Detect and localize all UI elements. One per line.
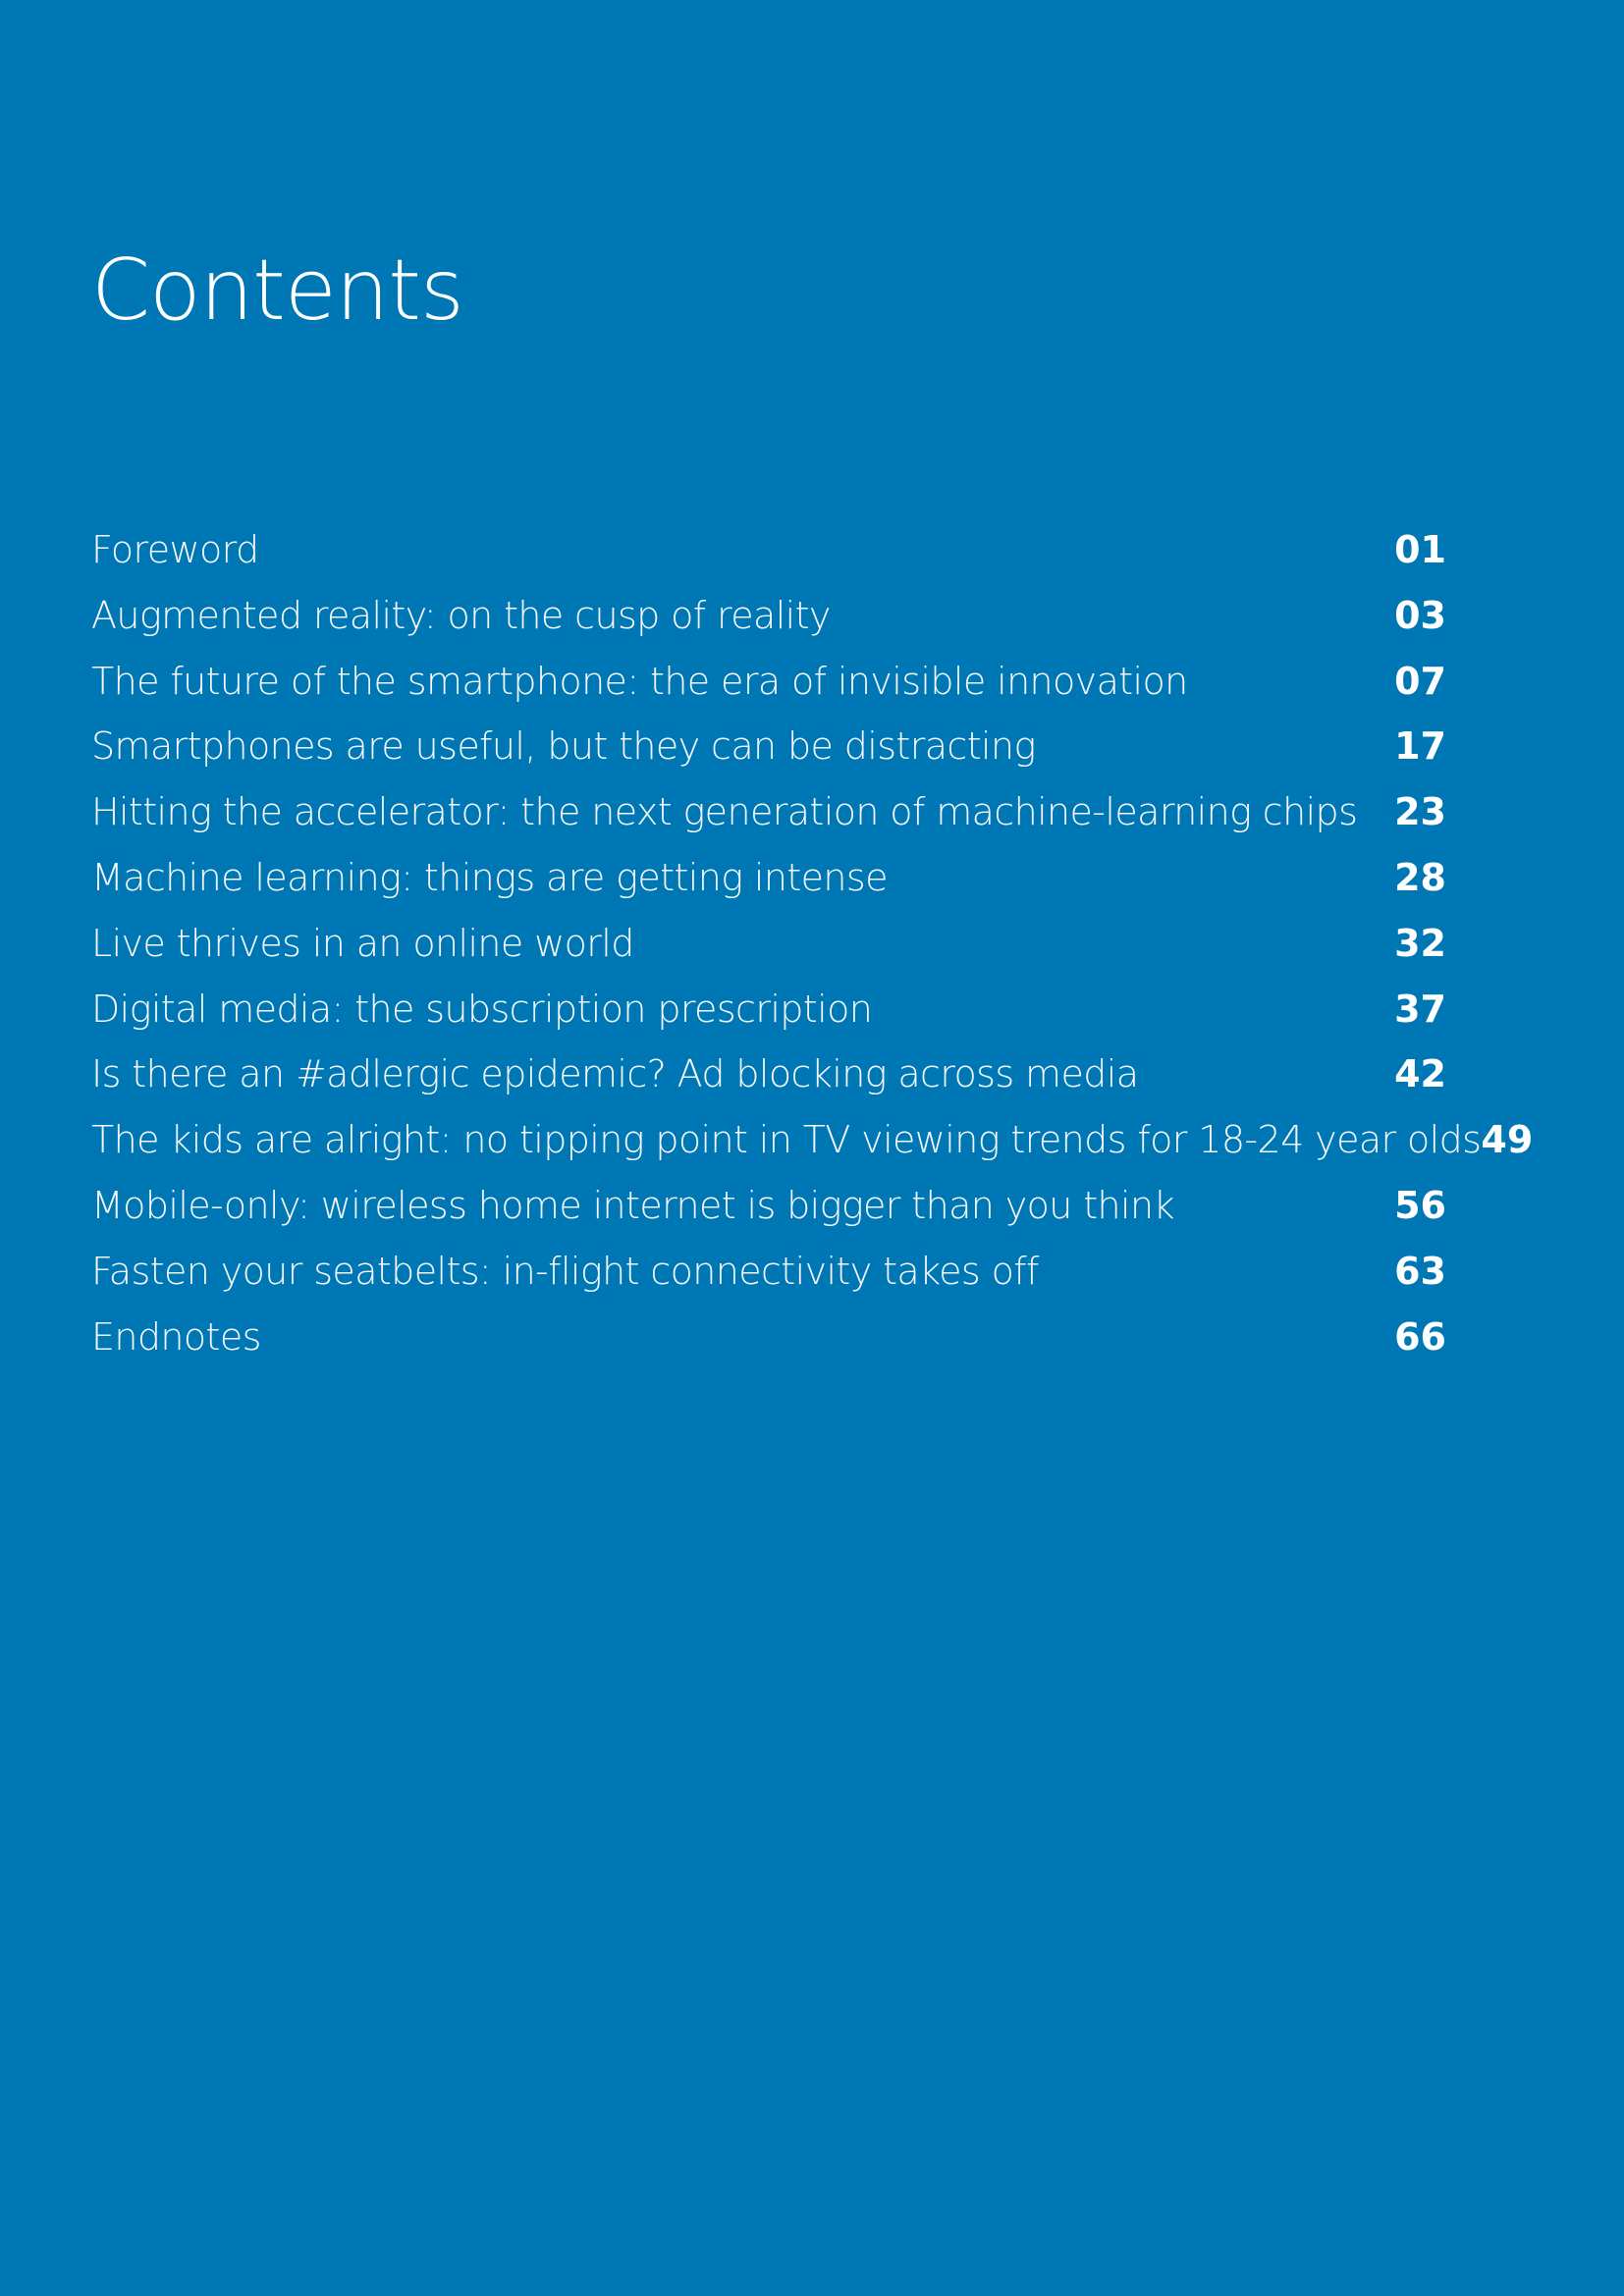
toc-entry-tv-viewing-trends[interactable] — [91, 1113, 1534, 1179]
toc-entry-title: Is there an #adlergic epidemic? Ad blocking across media — [91, 1052, 1139, 1096]
toc-entry-page-number: 37 — [1394, 987, 1446, 1031]
toc-entry-title: Mobile-only: wireless home internet is bigger than you think — [91, 1183, 1174, 1227]
toc-entry-augmented-reality[interactable] — [91, 589, 1446, 655]
toc-entry-endnotes[interactable] — [91, 1310, 1446, 1376]
toc-entry-title: Fasten your seatbelts: in-flight connectivity takes off — [91, 1249, 1039, 1293]
toc-entry-smartphones-distracting[interactable] — [91, 720, 1446, 785]
toc-entry-title: Digital media: the subscription prescription — [91, 987, 873, 1031]
toc-entry-page-number: 23 — [1394, 790, 1446, 834]
toc-entry-ad-blocking[interactable] — [91, 1047, 1446, 1113]
toc-entry-live-thrives[interactable] — [91, 917, 1446, 983]
toc-entry-title: Foreword — [91, 528, 259, 571]
toc-entry-page-number: 56 — [1394, 1183, 1446, 1227]
toc-entry-foreword[interactable] — [91, 523, 1446, 589]
toc-entry-title: Machine learning: things are getting intense — [91, 855, 888, 899]
toc-entry-page-number: 17 — [1394, 724, 1446, 769]
toc-entry-title: The future of the smartphone: the era of invisible innovation — [91, 659, 1188, 703]
toc-entry-page-number: 63 — [1394, 1249, 1446, 1293]
toc-entry-page-number: 01 — [1394, 528, 1446, 571]
page-title: Contents — [91, 241, 463, 340]
toc-entry-title: The kids are alright: no tipping point in TV viewing trends for 18-24 year olds — [91, 1118, 1482, 1162]
toc-entry-title: Augmented reality: on the cusp of reality — [91, 593, 831, 637]
toc-entry-page-number: 66 — [1394, 1314, 1446, 1359]
toc-entry-digital-media[interactable] — [91, 983, 1446, 1048]
toc-entry-machine-learning-intense[interactable] — [91, 851, 1446, 917]
toc-entry-page-number: 07 — [1394, 659, 1446, 703]
table-of-contents — [91, 523, 1534, 1375]
toc-entry-wireless-home-internet[interactable] — [91, 1179, 1446, 1245]
toc-entry-machine-learning-chips[interactable] — [91, 785, 1446, 851]
toc-entry-in-flight-connectivity[interactable] — [91, 1245, 1446, 1310]
toc-entry-title: Endnotes — [91, 1314, 261, 1359]
toc-entry-page-number: 03 — [1394, 593, 1446, 637]
toc-entry-smartphone-future[interactable] — [91, 655, 1446, 721]
toc-entry-page-number: 42 — [1394, 1052, 1446, 1096]
toc-entry-title: Live thrives in an online world — [91, 921, 634, 965]
toc-entry-title: Hitting the accelerator: the next generation of machine-learning chips — [91, 790, 1358, 834]
toc-entry-page-number: 49 — [1481, 1118, 1534, 1162]
toc-entry-title: Smartphones are useful, but they can be distracting — [91, 724, 1036, 769]
toc-entry-page-number: 32 — [1394, 921, 1446, 965]
toc-entry-page-number: 28 — [1394, 855, 1446, 899]
